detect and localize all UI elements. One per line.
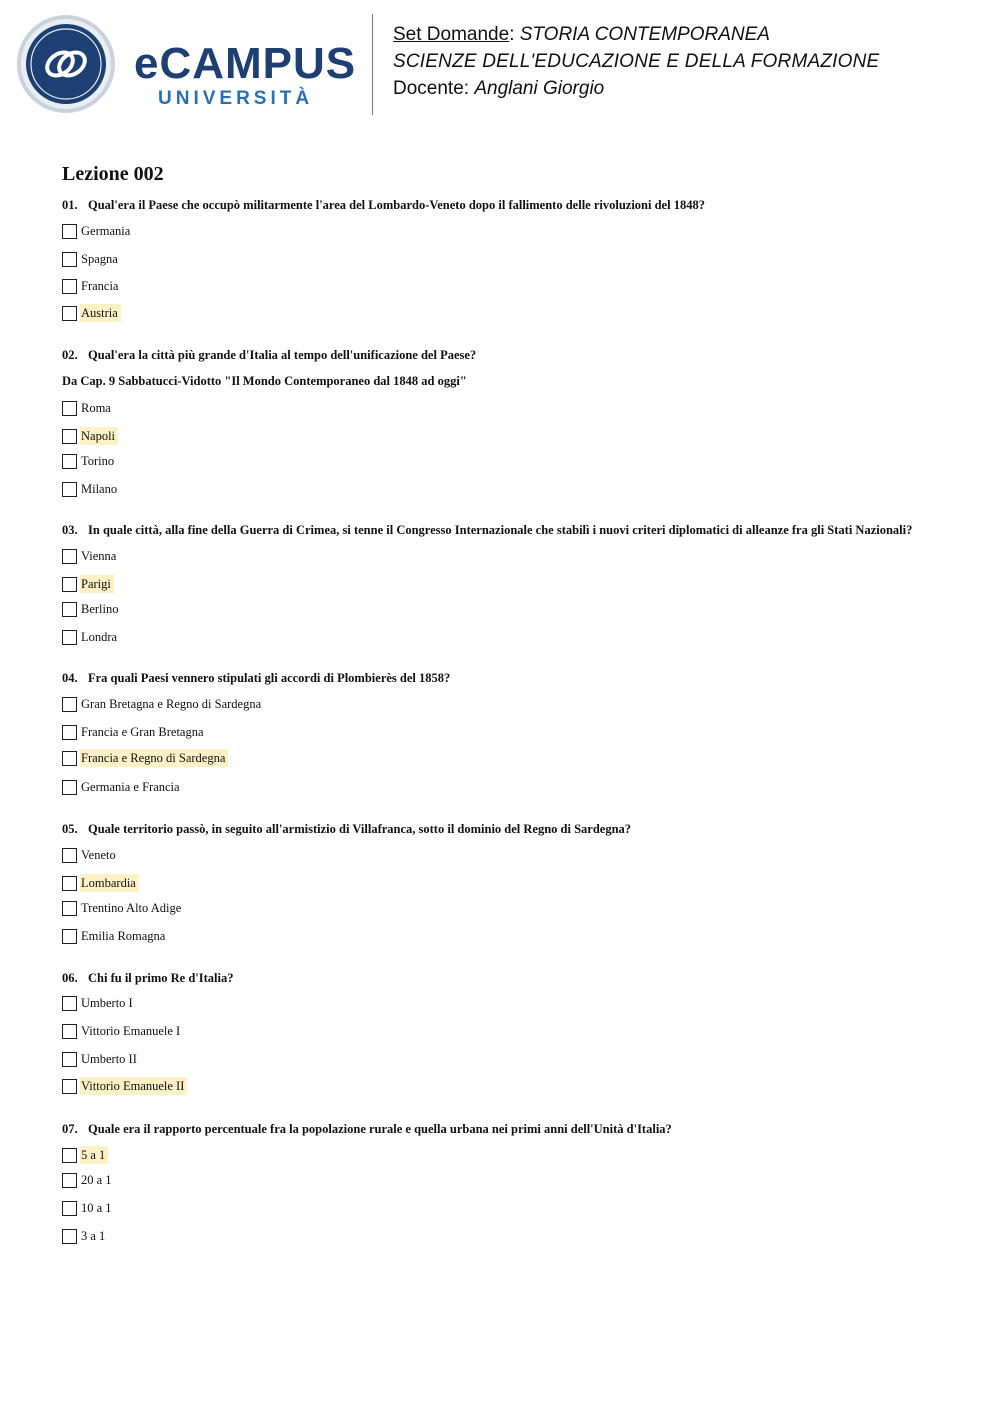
question-number: 03. <box>62 523 78 537</box>
option-row-correct[interactable] <box>62 575 114 593</box>
teacher-name: Anglani Giorgio <box>474 78 605 99</box>
question-02-source-note: Da Cap. 9 Sabbatucci-Vidotto "Il Mondo Contemporaneo dal 1848 ad oggi" <box>62 374 467 388</box>
checkbox[interactable] <box>62 224 77 239</box>
question-text: Qual'era la città più grande d'Italia al tempo dell'unificazione del Paese? <box>88 348 477 362</box>
option-row[interactable] <box>62 1171 115 1189</box>
option-row[interactable] <box>62 899 184 917</box>
option-label-correct: Parigi <box>80 575 114 593</box>
checkbox[interactable] <box>62 1148 77 1163</box>
option-row[interactable] <box>62 250 121 268</box>
checkbox[interactable] <box>62 751 77 766</box>
question-number: 04. <box>62 671 78 685</box>
lesson-title: Lezione 002 <box>62 163 164 185</box>
option-label-correct: Lombardia <box>80 874 139 892</box>
checkbox[interactable] <box>62 697 77 712</box>
option-label: Germania e Francia <box>81 780 180 794</box>
question-06 <box>62 970 234 986</box>
checkbox[interactable] <box>62 577 77 592</box>
logo-sub-text: UNIVERSITÀ <box>158 88 314 109</box>
option-row[interactable] <box>62 547 119 565</box>
question-text: Quale territorio passò, in seguito all'armistizio di Villafranca, sotto il dominio del Regno di Sardegna? <box>88 822 632 836</box>
checkbox[interactable] <box>62 876 77 891</box>
option-label: Torino <box>81 454 115 468</box>
option-label: Umberto II <box>81 1052 137 1066</box>
checkbox[interactable] <box>62 549 77 564</box>
set-value: STORIA CONTEMPORANEA <box>519 24 770 45</box>
checkbox[interactable] <box>62 252 77 267</box>
checkbox[interactable] <box>62 602 77 617</box>
question-03 <box>62 522 912 538</box>
option-row-correct[interactable] <box>62 874 139 892</box>
option-row[interactable] <box>62 1227 108 1245</box>
option-label-correct: Vittorio Emanuele II <box>80 1077 187 1095</box>
checkbox[interactable] <box>62 279 77 294</box>
option-row[interactable] <box>62 399 114 417</box>
question-text: Fra quali Paesi vennero stipulati gli accordi di Plombierès del 1858? <box>88 671 451 685</box>
header-divider <box>372 14 373 115</box>
option-label: Londra <box>81 630 118 644</box>
teacher-line <box>393 77 604 101</box>
checkbox[interactable] <box>62 429 77 444</box>
checkbox[interactable] <box>62 725 77 740</box>
option-label: Francia <box>81 279 119 293</box>
option-label: Roma <box>81 401 111 415</box>
question-number: 06. <box>62 971 78 985</box>
option-row[interactable] <box>62 452 117 470</box>
option-label-correct: Austria <box>80 304 121 322</box>
option-row-correct[interactable] <box>62 1146 108 1164</box>
option-label: 20 a 1 <box>81 1173 112 1187</box>
checkbox[interactable] <box>62 401 77 416</box>
checkbox[interactable] <box>62 1201 77 1216</box>
option-label: Germania <box>81 224 131 238</box>
checkbox[interactable] <box>62 848 77 863</box>
option-row[interactable] <box>62 480 120 498</box>
option-row[interactable] <box>62 695 264 713</box>
option-row-correct[interactable] <box>62 749 228 767</box>
question-text: Qual'era il Paese che occupò militarmente l'area del Lombardo-Veneto dopo il fallimento delle rivoluzioni del 1848? <box>88 198 705 212</box>
question-05 <box>62 821 631 837</box>
teacher-label: Docente: <box>393 78 470 99</box>
option-label: Milano <box>81 482 118 496</box>
option-label: Gran Bretagna e Regno di Sardegna <box>81 697 262 711</box>
question-02 <box>62 347 476 363</box>
question-04 <box>62 670 450 686</box>
option-label-correct: Napoli <box>80 427 118 445</box>
question-number: 01. <box>62 198 78 212</box>
question-number: 05. <box>62 822 78 836</box>
option-row-correct[interactable] <box>62 1077 187 1095</box>
ecampus-wordmark <box>130 38 360 118</box>
course-name: SCIENZE DELL'EDUCAZIONE E DELLA FORMAZIONE <box>393 51 880 72</box>
option-row[interactable] <box>62 778 183 796</box>
question-07 <box>62 1121 672 1137</box>
option-row[interactable] <box>62 1050 140 1068</box>
set-label: Set Domande <box>393 24 510 45</box>
option-label: Spagna <box>81 252 118 266</box>
checkbox[interactable] <box>62 454 77 469</box>
question-number: 07. <box>62 1122 78 1136</box>
logo-brand-text: eCAMPUS <box>134 39 357 88</box>
checkbox[interactable] <box>62 996 77 1011</box>
checkbox[interactable] <box>62 929 77 944</box>
option-row[interactable] <box>62 1199 115 1217</box>
ecampus-seal-logo <box>16 14 116 114</box>
question-text: Quale era il rapporto percentuale fra la popolazione rurale e quella urbana nei primi anni dell'Unità d'Italia? <box>88 1122 672 1136</box>
question-number: 02. <box>62 348 78 362</box>
question-01 <box>62 197 705 213</box>
option-label: Francia e Gran Bretagna <box>81 725 204 739</box>
option-row[interactable] <box>62 600 122 618</box>
question-text: Chi fu il primo Re d'Italia? <box>88 971 234 985</box>
option-row-correct[interactable] <box>62 427 118 445</box>
option-row[interactable] <box>62 994 136 1012</box>
checkbox[interactable] <box>62 306 77 321</box>
checkbox[interactable] <box>62 1052 77 1067</box>
option-label: 10 a 1 <box>81 1201 112 1215</box>
checkbox[interactable] <box>62 1229 77 1244</box>
option-row[interactable] <box>62 222 133 240</box>
option-label: 3 a 1 <box>81 1229 106 1243</box>
option-label: Umberto I <box>81 996 133 1010</box>
set-domande-line: Set Domande: STORIA CONTEMPORANEA <box>393 24 770 45</box>
option-row[interactable] <box>62 723 207 741</box>
option-label-correct: 5 a 1 <box>80 1146 108 1164</box>
option-row-correct[interactable] <box>62 304 121 322</box>
option-label: Vienna <box>81 549 117 563</box>
option-row[interactable] <box>62 1022 183 1040</box>
checkbox[interactable] <box>62 1079 77 1094</box>
option-row[interactable] <box>62 927 168 945</box>
question-text: In quale città, alla fine della Guerra di Crimea, si tenne il Congresso Internazionale che stabilì i nuovi criteri diplomatici di alleanze fra gli Stati Nazionali? <box>88 523 913 537</box>
checkbox[interactable] <box>62 780 77 795</box>
checkbox[interactable] <box>62 482 77 497</box>
option-label-correct: Francia e Regno di Sardegna <box>80 749 228 767</box>
option-label: Emilia Romagna <box>81 929 166 943</box>
document-header <box>0 0 1000 130</box>
option-label: Veneto <box>81 848 116 862</box>
option-row[interactable] <box>62 628 120 646</box>
option-label: Vittorio Emanuele I <box>81 1024 181 1038</box>
option-label: Berlino <box>81 602 119 616</box>
checkbox[interactable] <box>62 630 77 645</box>
checkbox[interactable] <box>62 1024 77 1039</box>
checkbox[interactable] <box>62 1173 77 1188</box>
option-label: Trentino Alto Adige <box>81 901 182 915</box>
option-row[interactable] <box>62 277 121 295</box>
option-row[interactable] <box>62 846 119 864</box>
checkbox[interactable] <box>62 901 77 916</box>
